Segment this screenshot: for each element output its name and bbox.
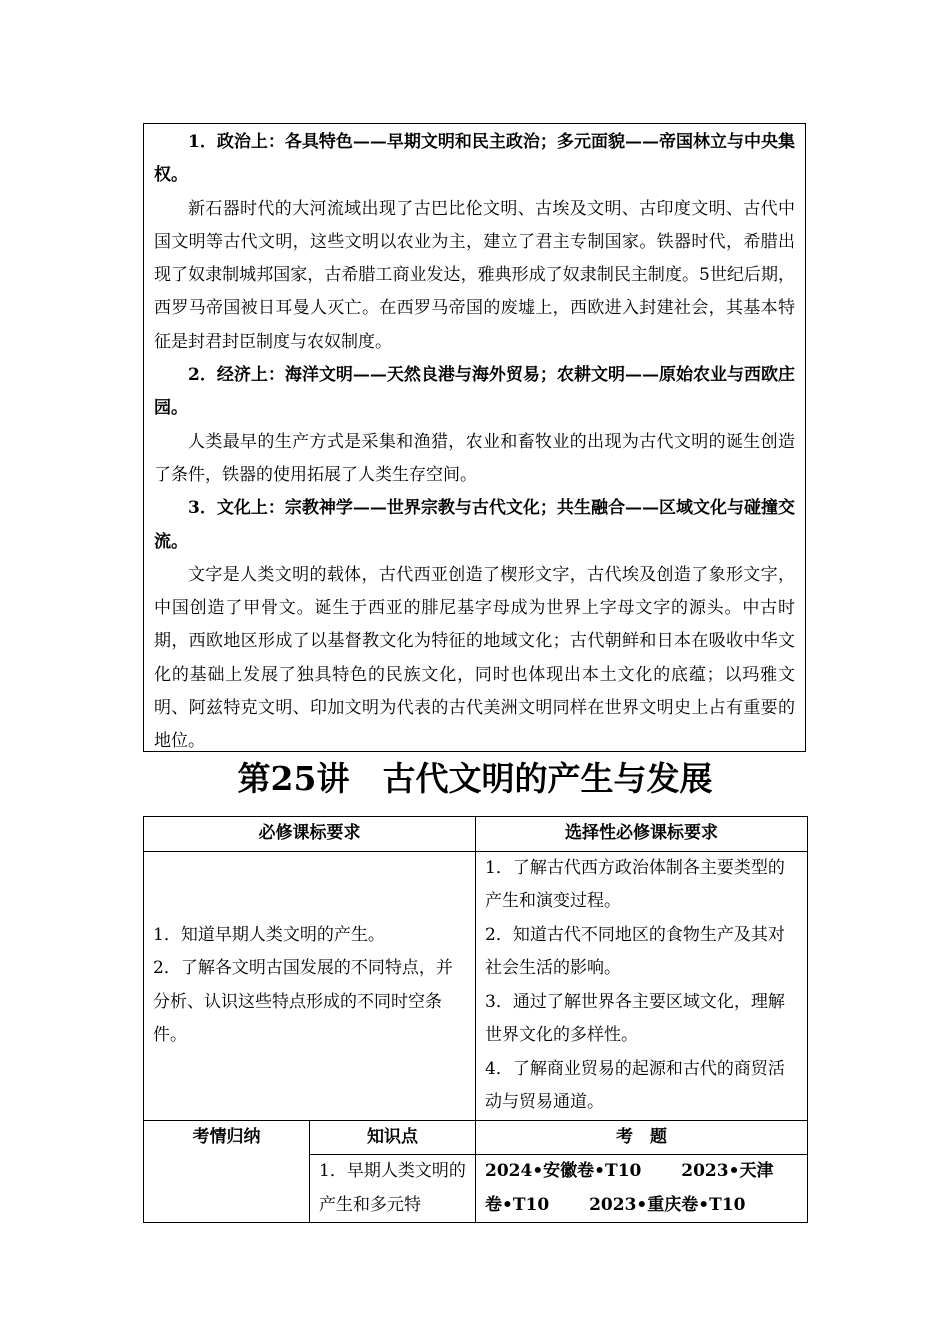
knowledge-header: 知识点 <box>310 1120 476 1155</box>
summary-paragraph-culture: 文字是人类文明的载体，古代西亚创造了楔形文字，古代埃及创造了象形文字，中国创造了甲骨文。诞生于西亚的腓尼基字母成为世界上字母文字的源头。中古时期，西欧地区形成了以基督教文化为特征的地域文化；古代朝鲜和日本在吸收中华文化的基础上发展了独具特色的民族文化，同时也体现出本土文化的底蕴；以玛雅文明、阿兹特克文明、印加文明为代表的古代美洲文明同样在世界文明史上占有重要的地位。 <box>154 564 795 752</box>
summary-point-politics: 1．政治上：各具特色——早期文明和民主政治；多元面貌——帝国林立与中央集权。 <box>154 132 795 186</box>
compulsory-requirements <box>144 851 476 1120</box>
compulsory-item: 2．了解各文明古国发展的不同特点，并分析、认识这些特点形成的不同时空条件。 <box>153 958 453 1045</box>
exam-questions-1 <box>476 1155 808 1223</box>
questions-header: 考 题 <box>476 1120 808 1155</box>
summary-box <box>143 123 806 752</box>
summary-point-culture: 3．文化上：宗教神学——世界宗教与古代文化；共生融合——区域文化与碰撞交流。 <box>154 498 795 552</box>
elective-item: 1．了解古代西方政治体制各主要类型的产生和演变过程。 <box>485 857 785 911</box>
summary-paragraph-economy: 人类最早的生产方式是采集和渔猎，农业和畜牧业的出现为古代文明的诞生创造了条件，铁器的使用拓展了人类生存空间。 <box>154 431 795 485</box>
summary-point-economy: 2．经济上：海洋文明——天然良港与海外贸易；农耕文明——原始农业与西欧庄园。 <box>154 365 795 419</box>
elective-header: 选择性必修课标要求 <box>476 817 808 852</box>
lecture-title: 第25讲 古代文明的产生与发展 <box>237 759 713 798</box>
knowledge-point-1: 1．早期人类文明的产生和多元特 <box>310 1155 476 1223</box>
compulsory-item: 1．知道早期人类文明的产生。 <box>153 924 385 945</box>
exam-questions-line: 卷•T10 2023•重庆卷•T10 <box>485 1194 746 1215</box>
exam-questions-line: 2024•安徽卷•T10 2023•天津 <box>485 1161 774 1181</box>
compulsory-header: 必修课标要求 <box>144 817 476 852</box>
elective-item: 4．了解商业贸易的起源和古代的商贸活动与贸易通道。 <box>485 1058 785 1112</box>
exam-summary-header: 考情归纳 <box>144 1120 310 1223</box>
elective-item: 2．知道古代不同地区的食物生产及其对社会生活的影响。 <box>485 924 785 978</box>
elective-requirements <box>476 851 808 1120</box>
elective-item: 3．通过了解世界各主要区域文化，理解世界文化的多样性。 <box>485 991 785 1045</box>
summary-paragraph-politics: 新石器时代的大河流域出现了古巴比伦文明、古埃及文明、古印度文明、古代中国文明等古代文明，这些文明以农业为主，建立了君主专制国家。铁器时代，希腊出现了奴隶制城邦国家，古希腊工商业发达，雅典形成了奴隶制民主制度。5世纪后期，西罗马帝国被日耳曼人灭亡。在西罗马帝国的废墟上，西欧进入封建社会，其基本特征是封君封臣制度与农奴制度。 <box>154 198 795 352</box>
curriculum-table <box>143 816 808 1223</box>
